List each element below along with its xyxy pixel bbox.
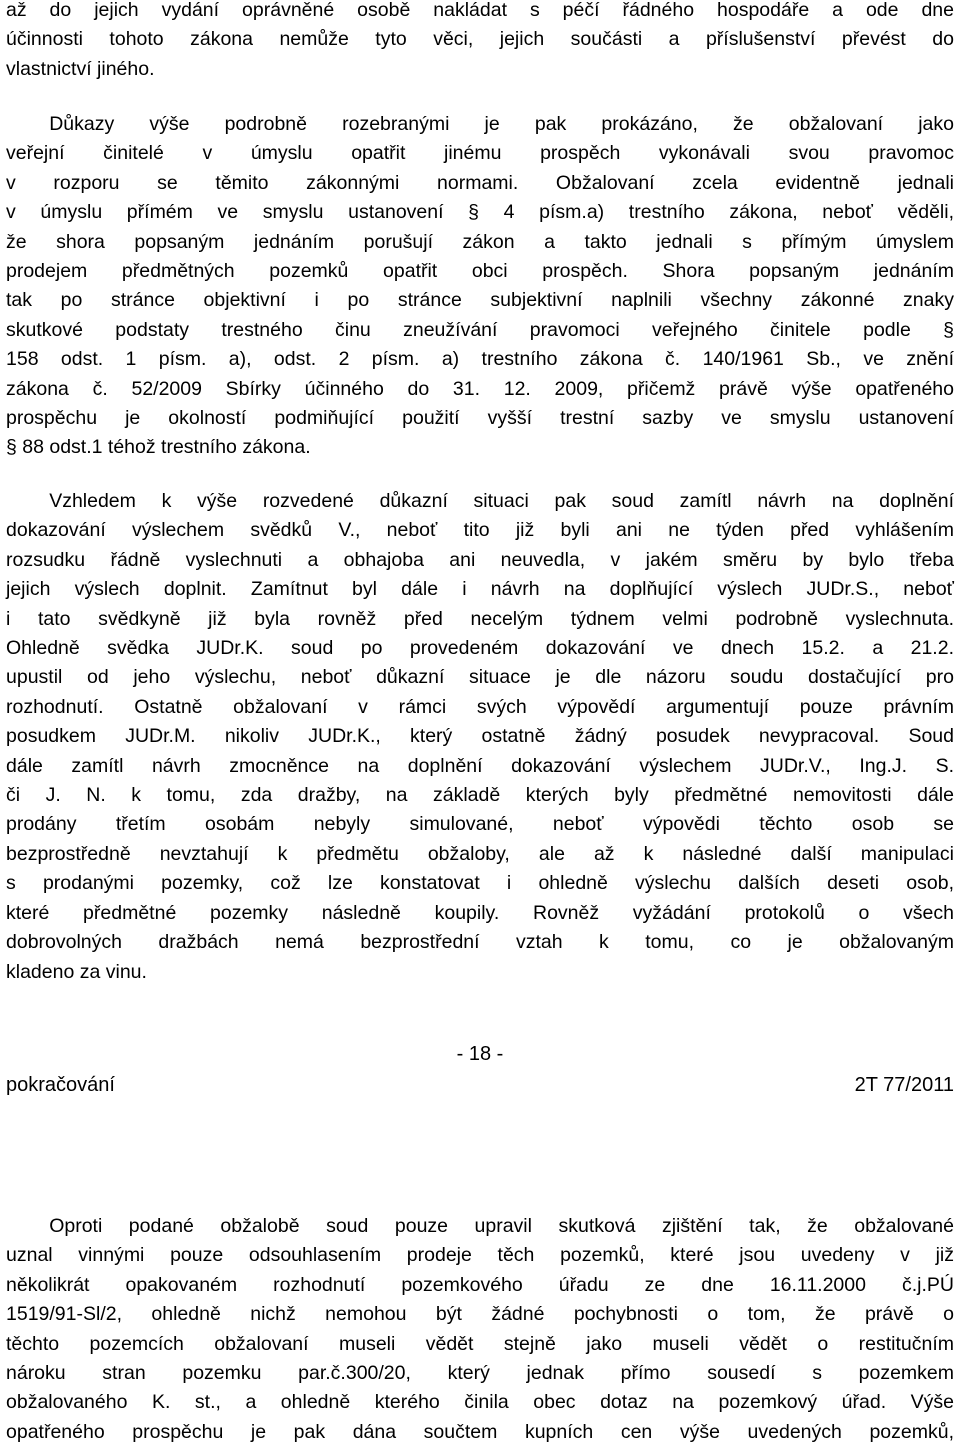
text-line: prodány třetím osobám nebyly simulované, neboť výpovědi těchto osob se <box>6 813 954 836</box>
text-line: 1519/91-Sl/2, ohledně nichž nemohou být žádné pochybnosti o tom, že právě o <box>6 1303 954 1326</box>
text-line: skutkové podstaty trestného činu zneužívání pravomoci veřejného činitele podle § <box>6 318 954 341</box>
paragraph-continued <box>6 0 954 84</box>
text-line: či J. N. k tomu, zda dražby, na základě kterých byly předmětné nemovitosti dále <box>6 784 954 807</box>
text-line: dokazování výslechem svědků V., neboť tito již byli ani ne týden před vyhlášením <box>6 519 954 542</box>
text-line: tak po stránce objektivní i po stránce subjektivní naplnili všechny zákonné znaky <box>6 289 954 312</box>
text-line: kladeno za vinu. <box>6 960 147 983</box>
text-line: dále zamítl návrh zmocněnce na doplnění dokazování výslechem JUDr.V., Ing.J. S. <box>6 754 954 777</box>
text-line: posudkem JUDr.M. nikoliv JUDr.K., který ostatně žádný posudek nevypracoval. Soud <box>6 725 954 748</box>
text-line: rozsudku řádně vyslechnuti a obhajoba ani neuvedla, v jakém směru by bylo třeba <box>6 548 954 571</box>
text-line: které předmětné pozemky následně koupily. Rovněž vyžádání protokolů o všech <box>6 901 954 924</box>
footer-case-number: 2T 77/2011 <box>854 1074 954 1096</box>
text-line: až do jejich vydání oprávněné osobě nakládat s péčí řádného hospodáře a ode dne <box>6 0 954 21</box>
text-line: opatřeného prospěchu je pak dána součtem kupních cen výše uvedených pozemků, <box>6 1420 954 1443</box>
text-line: Vzhledem k výše rozvedené důkazní situaci pak soud zamítl návrh na doplnění <box>49 490 954 512</box>
text-line: 158 odst. 1 písm. a), odst. 2 písm. a) trestního zákona č. 140/1961 Sb., ve znění <box>6 348 954 371</box>
text-line: § 88 odst.1 téhož trestního zákona. <box>6 436 311 459</box>
footer-continuation-label: pokračování <box>6 1074 115 1096</box>
text-line: dobrovolných dražbách nemá bezprostřední vztah k tomu, co je obžalovaným <box>6 931 954 954</box>
text-line: v rozporu se těmito zákonnými normami. Obžalovaní zcela evidentně jednali <box>6 171 954 194</box>
text-line: jejich výslech doplnit. Zamítnut byl dále i návrh na doplňující výslech JUDr.S., neboť <box>6 578 954 601</box>
text-line: veřejní činitelé v úmyslu opatřit jinému prospěch vykonávali svou pravomoc <box>6 142 954 165</box>
text-line: účinnosti tohoto zákona nemůže tyto věci, jejich součásti a příslušenství převést do <box>6 28 954 51</box>
text-line: obžalovaného K. st., a ohledně kterého činila obec dotaz na pozemkový úřad. Výše <box>6 1391 954 1414</box>
text-line: i tato svědkyně již byla rovněž před necelým týdnem velmi podrobně vyslechnuta. <box>6 607 954 630</box>
text-line: vlastnictví jiného. <box>6 57 155 80</box>
paragraph-evidence <box>6 110 954 463</box>
text-line: zákona č. 52/2009 Sbírky účinného do 31. 12. 2009, přičemž právě výše opatřeného <box>6 377 954 400</box>
paragraph-next-page <box>6 1212 954 1447</box>
text-line: těchto pozemcích obžalovaní museli vědět stejně jako museli vědět o restitučním <box>6 1332 954 1355</box>
text-line: Oproti podané obžalobě soud pouze upravil skutková zjištění tak, že obžalované <box>49 1215 954 1237</box>
text-line: v úmyslu přímém ve smyslu ustanovení § 4 písm.a) trestního zákona, neboť věděli, <box>6 201 954 224</box>
text-line: bezprostředně nevztahují k předmětu obžaloby, ale až k následné další manipulaci <box>6 842 954 865</box>
page-number: - 18 - <box>456 1043 504 1065</box>
text-line: s prodanými pozemky, což lze konstatovat i ohledně výslechu dalších deseti osob, <box>6 872 954 895</box>
text-line: nároku stran pozemku par.č.300/20, který jednak přímo sousedí s pozemkem <box>6 1362 954 1385</box>
text-line: několikrát opakovaném rozhodnutí pozemkového úřadu ze dne 16.11.2000 č.j.PÚ <box>6 1273 954 1296</box>
text-line: že shora popsaným jednáním porušují zákon a takto jednali s přímým úmyslem <box>6 230 954 253</box>
paragraph-court-decision <box>6 487 954 987</box>
text-line: prospěchu je okolností podmiňující použití vyšší trestní sazby ve smyslu ustanovení <box>6 407 954 430</box>
text-line: rozhodnutí. Ostatně obžalovaní v rámci svých výpovědí argumentují pouze právním <box>6 695 954 718</box>
text-line: upustil od jeho výslechu, neboť důkazní situace je dle názoru soudu dostačující pro <box>6 666 954 689</box>
text-line: Ohledně svědka JUDr.K. soud po provedeném dokazování ve dnech 15.2. a 21.2. <box>6 637 954 660</box>
text-line: Důkazy výše podrobně rozebranými je pak prokázáno, že obžalovaní jako <box>49 113 954 135</box>
text-line: prodejem předmětných pozemků opatřit obci prospěch. Shora popsaným jednáním <box>6 260 954 283</box>
text-line: uznal vinnými pouze odsouhlasením prodeje těch pozemků, které jsou uvedeny v již <box>6 1244 954 1267</box>
